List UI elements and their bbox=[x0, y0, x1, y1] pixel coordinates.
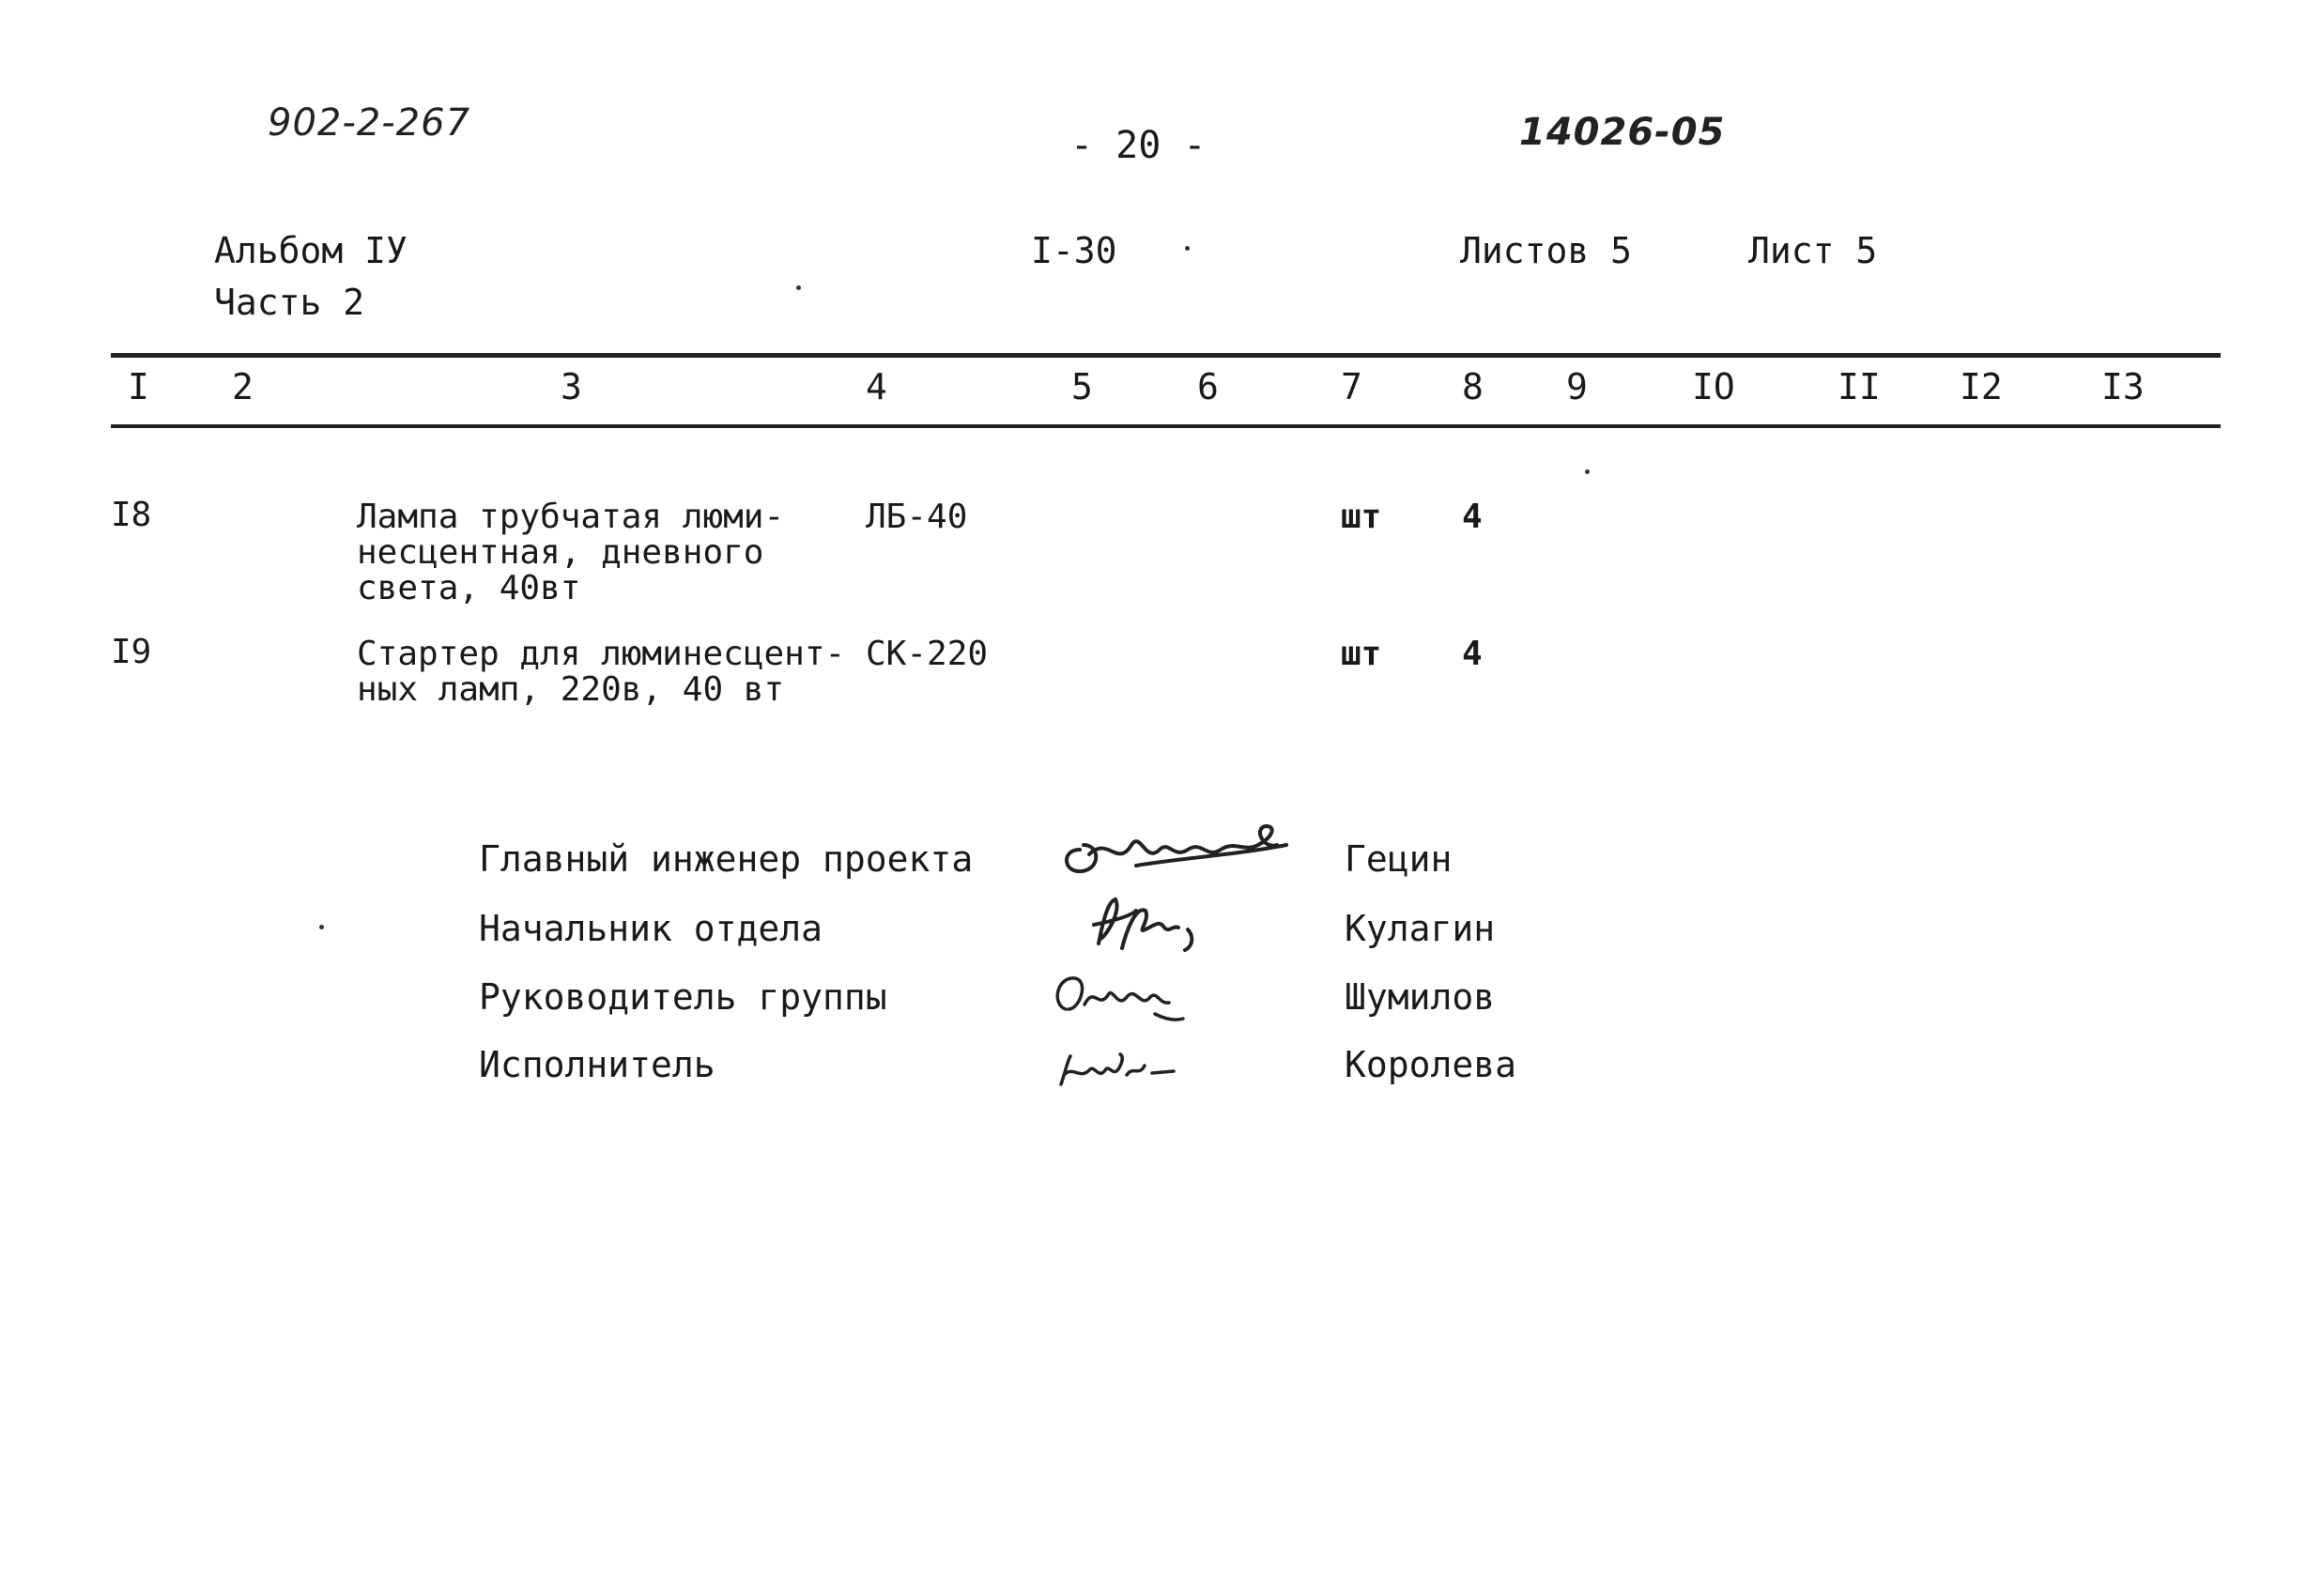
item-type: ЛБ-40 bbox=[866, 498, 968, 536]
handwritten-signature bbox=[1042, 967, 1192, 1023]
signature-name: Гецин bbox=[1345, 838, 1453, 880]
row-number: I8 bbox=[111, 496, 152, 534]
item-type: СК-220 bbox=[866, 635, 989, 673]
item-name: Лампа трубчатая люми- несцентная, дневного света, 40вт bbox=[357, 498, 785, 607]
item-quantity: 4 bbox=[1462, 498, 1483, 536]
table-header-rule bbox=[111, 424, 2221, 428]
scan-speck bbox=[1585, 469, 1590, 474]
handwritten-signature bbox=[1080, 892, 1211, 958]
handwritten-signature bbox=[1052, 817, 1315, 882]
page-number: - 20 - bbox=[1070, 124, 1207, 167]
column-number: 9 bbox=[1566, 366, 1588, 407]
signature-role: Руководитель группы bbox=[479, 976, 887, 1018]
handwritten-signature bbox=[1047, 1037, 1197, 1094]
series-label: I-30 bbox=[1031, 230, 1117, 271]
column-number: 6 bbox=[1197, 366, 1219, 407]
doc-code-left: 902-2-267 bbox=[268, 101, 471, 145]
sheet-label: Лист 5 bbox=[1748, 230, 1878, 271]
column-number: 3 bbox=[561, 366, 582, 407]
signature-role: Исполнитель bbox=[479, 1044, 715, 1085]
item-quantity: 4 bbox=[1462, 635, 1483, 673]
signature-name: Кулагин bbox=[1345, 908, 1496, 949]
item-unit: шт bbox=[1341, 498, 1382, 536]
column-number: 4 bbox=[866, 366, 887, 407]
signature-role: Начальник отдела bbox=[479, 908, 823, 949]
column-number: II bbox=[1838, 366, 1881, 407]
signature-name: Шумилов bbox=[1345, 976, 1496, 1018]
signature-name: Королева bbox=[1345, 1044, 1517, 1085]
column-number: I bbox=[128, 366, 149, 407]
scan-speck bbox=[1185, 246, 1190, 251]
row-number: I9 bbox=[111, 633, 152, 671]
scan-speck bbox=[319, 925, 324, 929]
column-number: 5 bbox=[1071, 366, 1093, 407]
item-name: Стартер для люминесцент- ных ламп, 220в, 40 вт bbox=[357, 635, 846, 709]
doc-code-right: 14026-05 bbox=[1519, 111, 1726, 154]
column-number: 8 bbox=[1462, 366, 1484, 407]
item-unit: шт bbox=[1341, 635, 1382, 673]
part-label: Часть 2 bbox=[214, 282, 365, 323]
column-number: I3 bbox=[2101, 366, 2145, 407]
column-number: I2 bbox=[1960, 366, 2003, 407]
scan-speck bbox=[796, 285, 801, 290]
column-number: IO bbox=[1692, 366, 1735, 407]
table-top-rule bbox=[111, 353, 2221, 358]
column-number: 2 bbox=[232, 366, 254, 407]
sheets-total-label: Листов 5 bbox=[1460, 230, 1633, 271]
album-label: Альбом IУ bbox=[214, 230, 408, 271]
column-number: 7 bbox=[1341, 366, 1362, 407]
signature-role: Главный инженер проекта bbox=[479, 838, 974, 880]
